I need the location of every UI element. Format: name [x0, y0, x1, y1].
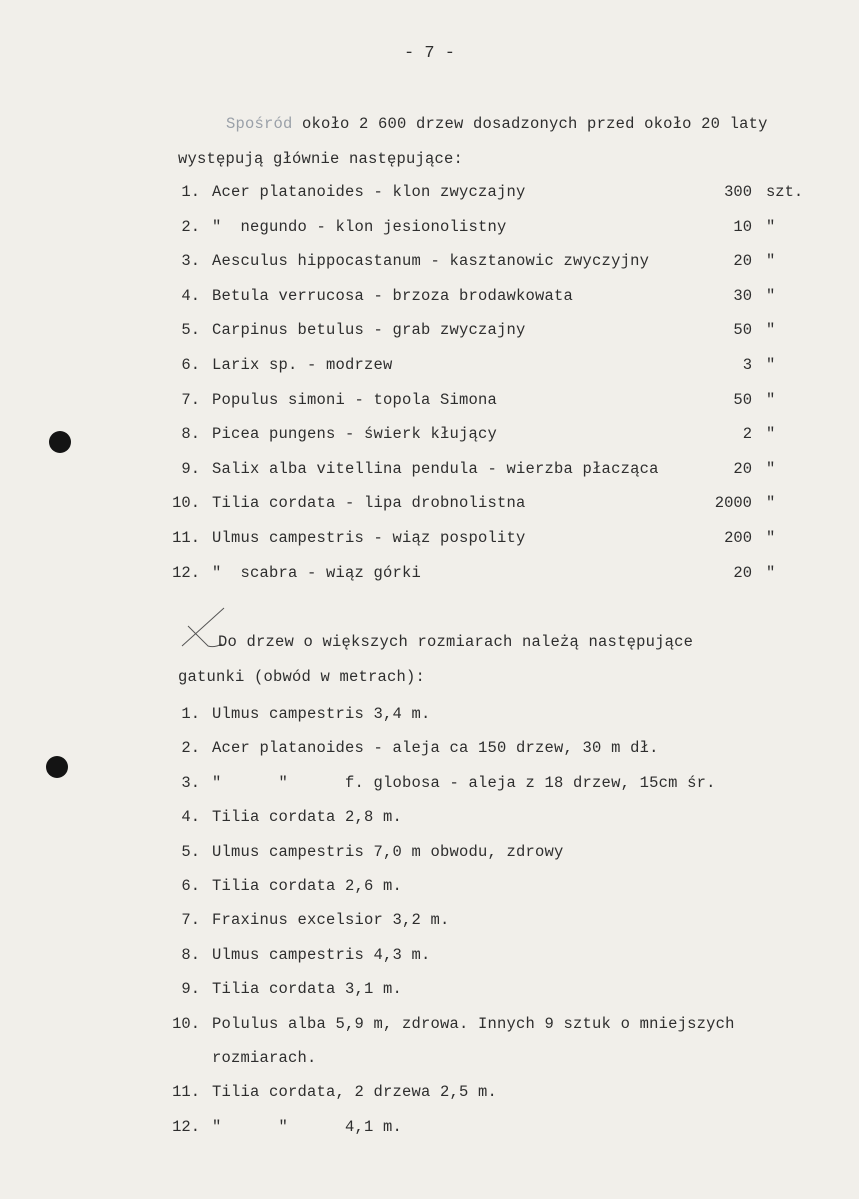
species-name: Ulmus campestris - wiąz pospolity	[212, 529, 526, 547]
species-quantity: 20	[733, 563, 752, 582]
species-name: Aesculus hippocastanum - kasztanowic zwyczyjny	[212, 252, 650, 271]
large-tree-number: 4.	[181, 808, 200, 827]
species-quantity: 300	[724, 183, 752, 201]
punch-hole-lower	[46, 756, 68, 778]
species-unit: szt.	[766, 183, 804, 201]
intro-line-2: występują głównie następujące:	[178, 150, 464, 168]
large-tree-number: 12.	[172, 1117, 200, 1136]
species-number: 9.	[181, 459, 200, 478]
intro-faded-word: Spośród	[226, 115, 293, 133]
species-unit: "	[766, 529, 776, 547]
section2-line-2: gatunki (obwód w metrach):	[178, 668, 426, 686]
large-tree-entry: " " 4,1 m.	[212, 1117, 403, 1136]
species-number: 4.	[181, 286, 200, 305]
large-tree-entry: Ulmus campestris 4,3 m.	[212, 945, 431, 964]
species-number: 1.	[181, 183, 200, 201]
species-name: " negundo - klon jesionolistny	[212, 217, 507, 236]
species-unit: "	[766, 321, 776, 340]
species-name: Tilia cordata - lipa drobnolistna	[212, 494, 526, 513]
species-number: 11.	[172, 529, 200, 547]
species-unit: "	[766, 252, 776, 271]
species-quantity: 3	[742, 356, 752, 374]
species-number: 3.	[181, 252, 200, 271]
species-number: 8.	[181, 425, 200, 444]
species-quantity: 50	[733, 390, 752, 409]
large-tree-number: 3.	[181, 773, 200, 792]
large-tree-entry: Tilia cordata 2,8 m.	[212, 808, 403, 827]
large-tree-number: 10.	[172, 1014, 200, 1033]
large-tree-entry: Polulus alba 5,9 m, zdrowa. Innych 9 sztuk o mniejszych	[212, 1014, 735, 1033]
species-unit: "	[766, 563, 776, 582]
species-unit: "	[766, 356, 776, 374]
large-tree-number: 8.	[181, 945, 200, 964]
large-tree-entry: Fraxinus excelsior 3,2 m.	[212, 911, 450, 930]
species-quantity: 2	[742, 425, 752, 444]
large-tree-entry: Tilia cordata 3,1 m.	[212, 980, 403, 999]
species-quantity: 50	[733, 321, 752, 340]
large-tree-number: 7.	[181, 911, 200, 930]
species-unit: "	[766, 390, 776, 409]
large-tree-entry: rozmiarach.	[212, 1049, 317, 1067]
large-tree-entry: Tilia cordata, 2 drzewa 2,5 m.	[212, 1083, 498, 1102]
species-number: 6.	[181, 356, 200, 374]
species-quantity: 2000	[714, 494, 752, 513]
species-quantity: 20	[733, 252, 752, 271]
page-number: - 7 -	[404, 44, 456, 63]
large-tree-number: 6.	[181, 877, 200, 895]
species-number: 5.	[181, 321, 200, 340]
intro-line-1	[226, 115, 768, 133]
species-unit: "	[766, 494, 776, 513]
punch-hole-upper	[49, 431, 71, 453]
intro-line-1-rest: około 2 600 drzew dosadzonych przed około 20 laty	[292, 115, 768, 133]
species-number: 7.	[181, 390, 200, 409]
species-name: Populus simoni - topola Simona	[212, 390, 498, 409]
species-number: 12.	[172, 563, 200, 582]
species-quantity: 20	[733, 459, 752, 478]
large-tree-number: 2.	[181, 739, 200, 758]
species-quantity: 200	[724, 529, 752, 547]
species-quantity: 30	[733, 286, 752, 305]
large-tree-number: 11.	[172, 1083, 200, 1102]
species-name: Acer platanoides - klon zwyczajny	[212, 183, 526, 201]
large-tree-entry: Ulmus campestris 3,4 m.	[212, 705, 431, 723]
species-name: Carpinus betulus - grab zwyczajny	[212, 321, 526, 340]
large-tree-number: 1.	[181, 705, 200, 723]
section2-line-1: Do drzew o większych rozmiarach należą następujące	[218, 633, 694, 651]
large-tree-number: 5.	[181, 842, 200, 861]
large-tree-number: 9.	[181, 980, 200, 999]
species-unit: "	[766, 425, 776, 444]
species-number: 2.	[181, 217, 200, 236]
large-tree-entry: Tilia cordata 2,6 m.	[212, 877, 403, 895]
large-tree-entry: " " f. globosa - aleja z 18 drzew, 15cm śr.	[212, 773, 716, 792]
species-unit: "	[766, 217, 776, 236]
species-unit: "	[766, 286, 776, 305]
species-name: Picea pungens - świerk kłujący	[212, 425, 498, 444]
species-name: Betula verrucosa - brzoza brodawkowata	[212, 286, 574, 305]
species-number: 10.	[172, 494, 200, 513]
species-name: " scabra - wiąz górki	[212, 563, 422, 582]
species-unit: "	[766, 459, 776, 478]
species-name: Salix alba vitellina pendula - wierzba płacząca	[212, 459, 659, 478]
large-tree-entry: Acer platanoides - aleja ca 150 drzew, 30 m dł.	[212, 739, 659, 758]
species-quantity: 10	[733, 217, 752, 236]
large-tree-entry: Ulmus campestris 7,0 m obwodu, zdrowy	[212, 842, 564, 861]
species-name: Larix sp. - modrzew	[212, 356, 393, 374]
